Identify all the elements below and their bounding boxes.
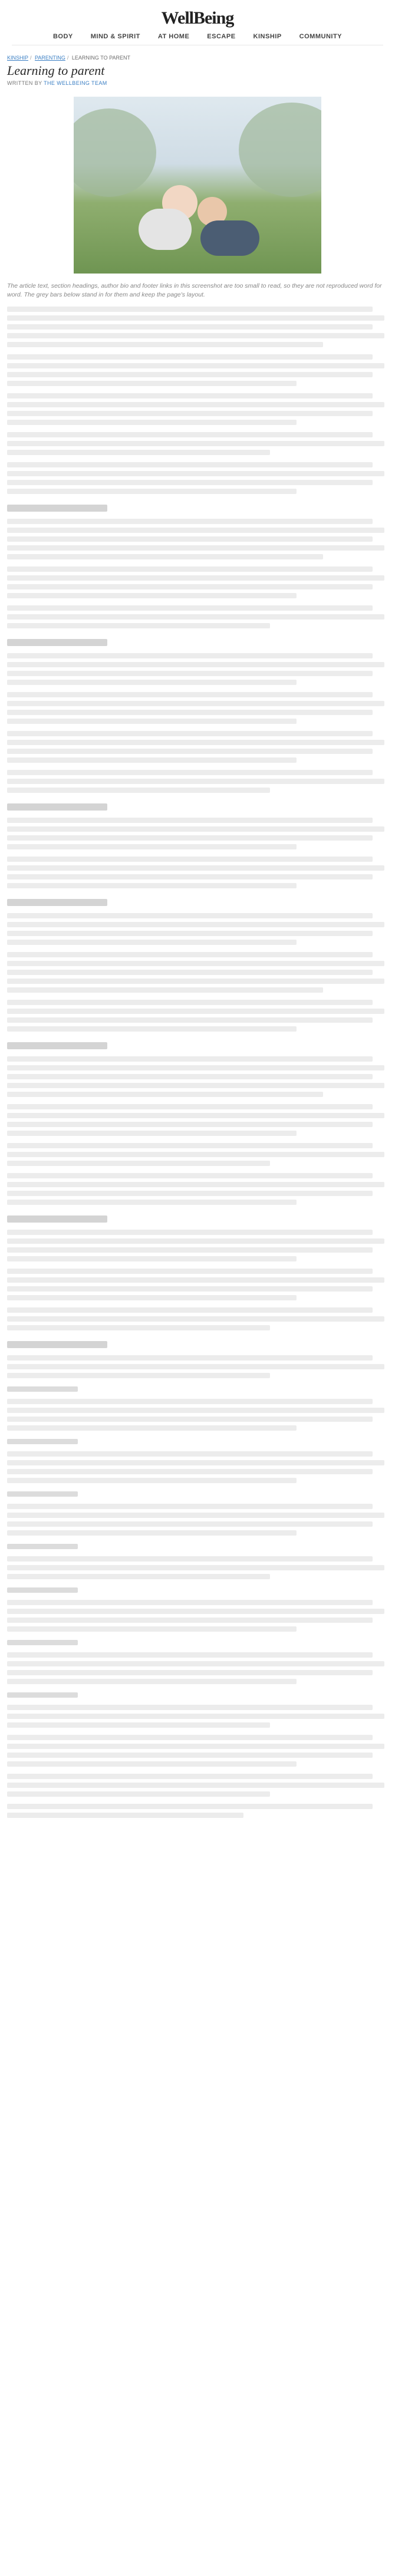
text-line-placeholder (7, 874, 373, 879)
text-line-placeholder (7, 1143, 373, 1148)
paragraph-placeholder (7, 1399, 388, 1431)
text-line-placeholder (7, 826, 384, 832)
text-line-placeholder (7, 1009, 384, 1014)
paragraph-placeholder (7, 1355, 388, 1378)
nav-item-community[interactable]: COMMUNITY (299, 33, 342, 40)
text-line-placeholder (7, 1104, 373, 1109)
text-line-placeholder (7, 528, 384, 533)
breadcrumb-separator: / (30, 55, 32, 61)
subheading-placeholder (7, 1491, 78, 1497)
text-line-placeholder (7, 961, 384, 966)
text-line-placeholder (7, 1056, 373, 1062)
text-line-placeholder (7, 1230, 373, 1235)
text-line-placeholder (7, 420, 297, 425)
text-line-placeholder (7, 1556, 373, 1562)
text-line-placeholder (7, 536, 373, 542)
subheading-placeholder (7, 1386, 78, 1392)
breadcrumb (7, 55, 388, 61)
text-line-placeholder (7, 519, 373, 524)
paragraph-placeholder (7, 462, 388, 494)
text-line-placeholder (7, 605, 373, 611)
paragraph-placeholder (7, 1504, 388, 1536)
main-nav (12, 33, 383, 45)
text-line-placeholder (7, 1092, 323, 1097)
text-line-placeholder (7, 1735, 373, 1740)
text-line-placeholder (7, 865, 384, 871)
paragraph-placeholder (7, 731, 388, 763)
nav-item-body[interactable]: BODY (52, 33, 73, 40)
text-line-placeholder (7, 1791, 270, 1797)
paragraph-placeholder (7, 1705, 388, 1728)
text-line-placeholder (7, 1417, 373, 1422)
text-line-placeholder (7, 979, 384, 984)
text-line-placeholder (7, 1295, 297, 1300)
text-line-placeholder (7, 1813, 243, 1818)
section-heading-placeholder (7, 1341, 107, 1348)
text-line-placeholder (7, 835, 373, 841)
text-line-placeholder (7, 940, 297, 945)
text-line-placeholder (7, 680, 297, 685)
text-line-placeholder (7, 1714, 384, 1719)
text-line-placeholder (7, 1574, 270, 1579)
text-line-placeholder (7, 1161, 270, 1166)
text-line-placeholder (7, 450, 270, 455)
text-line-placeholder (7, 471, 384, 476)
hero-person (200, 220, 259, 256)
text-line-placeholder (7, 1026, 297, 1032)
text-line-placeholder (7, 1670, 373, 1675)
subheading-placeholder (7, 1544, 78, 1549)
text-line-placeholder (7, 614, 384, 620)
text-line-placeholder (7, 1661, 384, 1666)
text-line-placeholder (7, 381, 297, 386)
text-line-placeholder (7, 987, 323, 993)
readability-notice: The article text, section headings, author bio and footer links in this screenshot are too small to read, so they are not reproduced word for word. The grey bars below stand in for them and keep the page's layout. (7, 282, 382, 298)
text-line-placeholder (7, 1626, 297, 1632)
section-heading-placeholder (7, 639, 107, 646)
text-line-placeholder (7, 1565, 384, 1570)
text-line-placeholder (7, 1373, 270, 1378)
text-line-placeholder (7, 1017, 373, 1023)
text-line-placeholder (7, 554, 323, 559)
paragraph-placeholder (7, 653, 388, 685)
text-line-placeholder (7, 1652, 373, 1658)
text-line-placeholder (7, 1113, 384, 1118)
text-line-placeholder (7, 1753, 373, 1758)
paragraph-placeholder (7, 857, 388, 888)
text-line-placeholder (7, 1286, 373, 1292)
text-line-placeholder (7, 1600, 373, 1605)
text-line-placeholder (7, 1761, 297, 1767)
text-line-placeholder (7, 1191, 373, 1196)
nav-item-mind-spirit[interactable]: MIND & SPIRIT (90, 33, 140, 40)
paragraph-placeholder (7, 952, 388, 993)
site-header (0, 0, 395, 45)
text-line-placeholder (7, 931, 373, 936)
text-line-placeholder (7, 1804, 373, 1809)
text-line-placeholder (7, 402, 384, 407)
section-heading-placeholder (7, 803, 107, 811)
paragraph-placeholder (7, 692, 388, 724)
text-line-placeholder (7, 719, 297, 724)
text-line-placeholder (7, 354, 373, 360)
text-line-placeholder (7, 462, 373, 467)
breadcrumb-kinship[interactable]: KINSHIP (7, 55, 29, 61)
text-line-placeholder (7, 1325, 270, 1330)
text-line-placeholder (7, 1083, 384, 1088)
text-line-placeholder (7, 545, 384, 551)
paragraph-placeholder (7, 307, 388, 347)
paragraph-placeholder (7, 1269, 388, 1300)
text-line-placeholder (7, 749, 373, 754)
text-line-placeholder (7, 731, 373, 736)
text-line-placeholder (7, 623, 270, 628)
paragraph-placeholder (7, 1556, 388, 1579)
text-line-placeholder (7, 952, 373, 957)
text-line-placeholder (7, 662, 384, 667)
section-heading-placeholder (7, 1042, 107, 1049)
text-line-placeholder (7, 857, 373, 862)
article-content (0, 55, 395, 1818)
text-line-placeholder (7, 710, 373, 715)
subheading-placeholder (7, 1587, 78, 1593)
paragraph-placeholder (7, 354, 388, 386)
paragraph-placeholder (7, 1600, 388, 1632)
text-line-placeholder (7, 770, 373, 775)
text-line-placeholder (7, 1679, 297, 1684)
paragraph-placeholder (7, 1451, 388, 1483)
text-line-placeholder (7, 1705, 373, 1710)
text-line-placeholder (7, 740, 384, 745)
hero-person (139, 209, 192, 250)
text-line-placeholder (7, 411, 373, 416)
paragraph-placeholder (7, 1230, 388, 1261)
text-line-placeholder (7, 1530, 297, 1536)
text-line-placeholder (7, 1200, 297, 1205)
text-line-placeholder (7, 1521, 373, 1527)
paragraph-placeholder (7, 1056, 388, 1097)
text-line-placeholder (7, 432, 373, 437)
text-line-placeholder (7, 922, 384, 927)
text-line-placeholder (7, 1609, 384, 1614)
paragraph-placeholder (7, 432, 388, 455)
text-line-placeholder (7, 883, 297, 888)
text-line-placeholder (7, 1451, 373, 1457)
text-line-placeholder (7, 480, 373, 485)
text-line-placeholder (7, 788, 270, 793)
text-line-placeholder (7, 315, 384, 321)
text-line-placeholder (7, 1425, 297, 1431)
paragraph-placeholder (7, 566, 388, 598)
text-line-placeholder (7, 1247, 373, 1253)
text-line-placeholder (7, 1744, 384, 1749)
section-heading-placeholder (7, 505, 107, 512)
subheading-placeholder (7, 1692, 78, 1698)
subheading-placeholder (7, 1439, 78, 1444)
paragraph-placeholder (7, 1000, 388, 1032)
text-line-placeholder (7, 324, 373, 330)
text-line-placeholder (7, 1316, 384, 1322)
text-line-placeholder (7, 333, 384, 338)
nav-item-kinship[interactable]: KINSHIP (253, 33, 282, 40)
site-logo[interactable]: WellBeing (161, 8, 234, 28)
text-line-placeholder (7, 1277, 384, 1283)
text-line-placeholder (7, 844, 297, 849)
paragraph-placeholder (7, 1735, 388, 1767)
breadcrumb-current: LEARNING TO PARENT (71, 55, 130, 61)
text-line-placeholder (7, 671, 373, 676)
text-line-placeholder (7, 1173, 373, 1178)
text-line-placeholder (7, 757, 297, 763)
text-line-placeholder (7, 1256, 297, 1261)
article-title: Learning to parent (7, 63, 105, 78)
paragraph-placeholder (7, 1307, 388, 1330)
paragraph-placeholder (7, 1652, 388, 1684)
subheading-placeholder (7, 1640, 78, 1645)
nav-item-escape[interactable]: ESCAPE (207, 33, 236, 40)
text-line-placeholder (7, 653, 373, 658)
text-line-placeholder (7, 1152, 384, 1157)
hero-tree (239, 103, 321, 197)
text-line-placeholder (7, 1722, 270, 1728)
text-line-placeholder (7, 1618, 373, 1623)
text-line-placeholder (7, 1122, 373, 1127)
text-line-placeholder (7, 1307, 373, 1313)
byline-prefix: WRITTEN BY (7, 80, 42, 86)
text-line-placeholder (7, 1355, 373, 1361)
paragraph-placeholder (7, 1104, 388, 1136)
byline-author[interactable]: THE WELLBEING TEAM (44, 80, 107, 86)
text-line-placeholder (7, 1269, 373, 1274)
breadcrumb-separator: / (67, 55, 69, 61)
text-line-placeholder (7, 1504, 373, 1509)
text-line-placeholder (7, 393, 373, 398)
text-line-placeholder (7, 1513, 384, 1518)
text-line-placeholder (7, 1469, 373, 1474)
text-line-placeholder (7, 701, 384, 706)
paragraph-placeholder (7, 1173, 388, 1205)
text-line-placeholder (7, 489, 297, 494)
text-line-placeholder (7, 1000, 373, 1005)
hero-image (74, 97, 321, 274)
text-line-placeholder (7, 342, 323, 347)
paragraph-placeholder (7, 1804, 388, 1818)
section-heading-placeholder (7, 899, 107, 906)
paragraph-placeholder (7, 605, 388, 628)
text-line-placeholder (7, 363, 384, 368)
text-line-placeholder (7, 1065, 384, 1070)
text-line-placeholder (7, 566, 373, 572)
text-line-placeholder (7, 779, 384, 784)
hero-tree (74, 108, 156, 197)
article-body-placeholder (7, 307, 388, 1818)
breadcrumb-parenting[interactable]: PARENTING (35, 55, 65, 61)
text-line-placeholder (7, 1478, 297, 1483)
paragraph-placeholder (7, 1143, 388, 1166)
text-line-placeholder (7, 1238, 384, 1244)
text-line-placeholder (7, 1774, 373, 1779)
text-line-placeholder (7, 1131, 297, 1136)
text-line-placeholder (7, 584, 373, 589)
text-line-placeholder (7, 1408, 384, 1413)
section-heading-placeholder (7, 1215, 107, 1223)
text-line-placeholder (7, 1460, 384, 1465)
paragraph-placeholder (7, 913, 388, 945)
text-line-placeholder (7, 1399, 373, 1404)
text-line-placeholder (7, 970, 373, 975)
byline (7, 80, 388, 86)
text-line-placeholder (7, 593, 297, 598)
text-line-placeholder (7, 1074, 373, 1079)
paragraph-placeholder (7, 1774, 388, 1797)
text-line-placeholder (7, 913, 373, 918)
paragraph-placeholder (7, 770, 388, 793)
text-line-placeholder (7, 692, 373, 697)
text-line-placeholder (7, 575, 384, 581)
text-line-placeholder (7, 818, 373, 823)
text-line-placeholder (7, 307, 373, 312)
text-line-placeholder (7, 1783, 384, 1788)
paragraph-placeholder (7, 393, 388, 425)
nav-item-at-home[interactable]: AT HOME (157, 33, 190, 40)
text-line-placeholder (7, 441, 384, 446)
text-line-placeholder (7, 1364, 384, 1369)
paragraph-placeholder (7, 519, 388, 559)
text-line-placeholder (7, 1182, 384, 1187)
paragraph-placeholder (7, 818, 388, 849)
text-line-placeholder (7, 372, 373, 377)
